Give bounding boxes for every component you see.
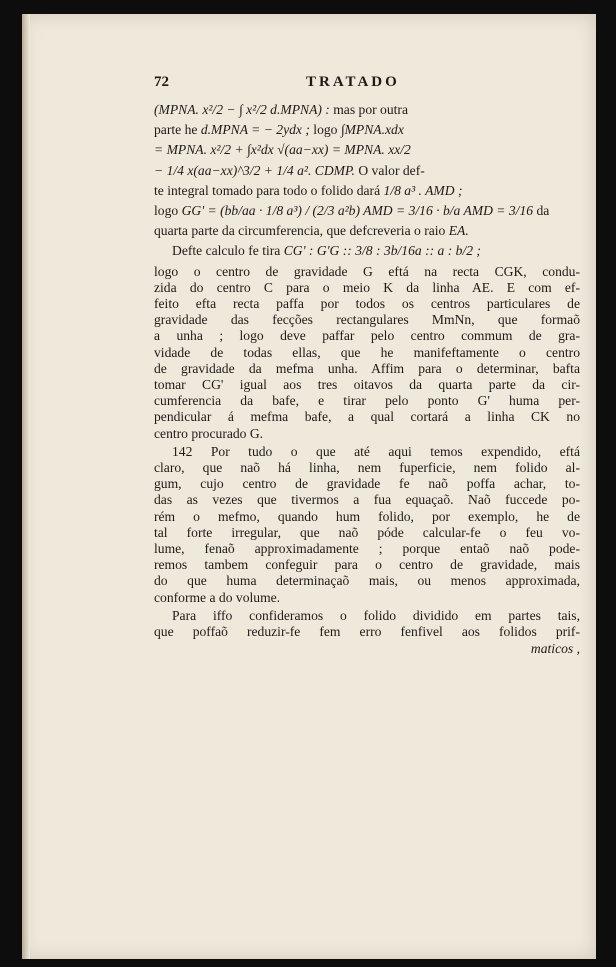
text-line: do que huma determinaçaõ mais, ou menos approximada, xyxy=(154,573,580,589)
paragraph-solidos xyxy=(154,608,580,640)
math-expression: (MPNA. x²/2 − ∫ x²/2 d.MPNA) : xyxy=(154,102,330,117)
catchword: maticos , xyxy=(530,641,580,657)
math-expression: 1/8 a³ . AMD ; xyxy=(383,182,463,198)
math-prose: O valor def- xyxy=(358,162,425,178)
text-line: lume, fenaõ approximadamente ; porque entaõ naõ pode- xyxy=(154,541,580,557)
math-expression: = MPNA. x²/2 + ∫x²dx √(aa−xx) = MPNA. xx/2 xyxy=(154,142,411,158)
math-expression: CG' : G'G :: 3/8 : 3b/16a :: a : b/2 ; xyxy=(283,243,481,259)
page-gutter-shadow xyxy=(22,14,30,959)
math-line-6 xyxy=(154,203,580,219)
text-line: zida do centro C para o meio K da linha AE. E com ef- xyxy=(154,279,580,295)
math-expression: EA. xyxy=(448,223,469,239)
text-line: logo o centro de gravidade G eftá na recta CGK, condu- xyxy=(154,263,580,279)
page-number: 72 xyxy=(154,74,169,90)
math-expression: − 1/4 x(aa−xx)^3/2 + 1/4 a². CDMP. xyxy=(154,162,355,178)
text-line: de gravidade da mefma unha. Affim para o determinar, bafta xyxy=(154,360,580,376)
text-line: a unha ; logo deve paffar pelo centro commum de gra- xyxy=(154,328,580,344)
page-header xyxy=(154,74,580,96)
math-line-7 xyxy=(154,223,580,239)
text-line: gum, cujo centro de gravidade fe naõ poffa achar, to- xyxy=(154,476,580,492)
text-line: que poffaõ reduzir-fe fem erro fenfivel aos folidos prif- xyxy=(154,624,580,640)
math-line-3 xyxy=(154,142,580,158)
text-line: rém o mefmo, quando hum folido, por exemplo, he de xyxy=(154,508,580,524)
text-line: remos tambem confeguir para o centro de gravidade, mais xyxy=(154,557,580,573)
text-line: feito efta recta paffa por todos os centros particulares de xyxy=(154,296,580,312)
math-prose: quarta parte da circumferencia, que defcreveria o raio xyxy=(154,223,446,239)
paragraph-centro-gravidade xyxy=(154,264,580,442)
math-expression: GG' = (bb/aa · 1/8 a³) / (2/3 a²b) AMD = 3/16 · b/a AMD = 3/16 xyxy=(181,203,534,219)
math-expression: ∫MPNA.xdx xyxy=(340,122,404,138)
text-line: 142 Por tudo o que até aqui temos expendido, eftá xyxy=(172,443,580,459)
math-line-5 xyxy=(154,183,580,199)
text-line: Para iffo confideramos o folido dividido em partes tais, xyxy=(172,607,580,623)
math-expression: d.MPNA = − 2ydx ; xyxy=(200,122,310,138)
math-prose: parte he xyxy=(154,122,198,138)
text-line: claro, que naõ há linha, nem fuperficie, nem folido al- xyxy=(154,460,580,476)
math-prose: logo xyxy=(154,203,179,219)
paragraph-142 xyxy=(154,444,580,460)
text-line: conforme a do volume. xyxy=(154,589,281,605)
math-prose: logo xyxy=(313,122,338,138)
math-line-4 xyxy=(154,163,580,179)
math-line-2 xyxy=(154,122,580,138)
text-line: pendicular á mefma bafe, a qual cortará a linha CK no xyxy=(154,409,580,425)
math-prose: Defte calculo fe tira xyxy=(172,243,281,259)
text-line: vidade de todas ellas, que he manifeftamente o centro xyxy=(154,344,580,360)
text-line: das as vezes que tivermos a fua equaçaõ. Naõ fuccede po- xyxy=(154,492,580,508)
math-prose: mas por outra xyxy=(333,102,408,117)
page-text-block xyxy=(154,74,580,658)
running-title: TRATADO xyxy=(306,74,400,90)
text-line: cumferencia da bafe, e tirar pelo ponto G' huma per- xyxy=(154,393,580,409)
text-line: centro procurado G. xyxy=(154,425,264,441)
math-prose: da xyxy=(536,203,550,219)
book-page xyxy=(22,14,596,959)
math-prose: te integral tomado para todo o folido dará xyxy=(154,182,381,198)
math-line-8 xyxy=(154,243,580,259)
text-line: gravidade das fecções rectangulares MmNn, que formaõ xyxy=(154,312,580,328)
math-line-1 xyxy=(154,102,580,118)
text-line: tomar CG' igual aos tres oitavos da quarta parte da cir- xyxy=(154,377,580,393)
paragraph-142-body xyxy=(154,460,580,606)
text-line: tal forte irregular, que naõ póde calcular-fe o feu vo- xyxy=(154,524,580,540)
